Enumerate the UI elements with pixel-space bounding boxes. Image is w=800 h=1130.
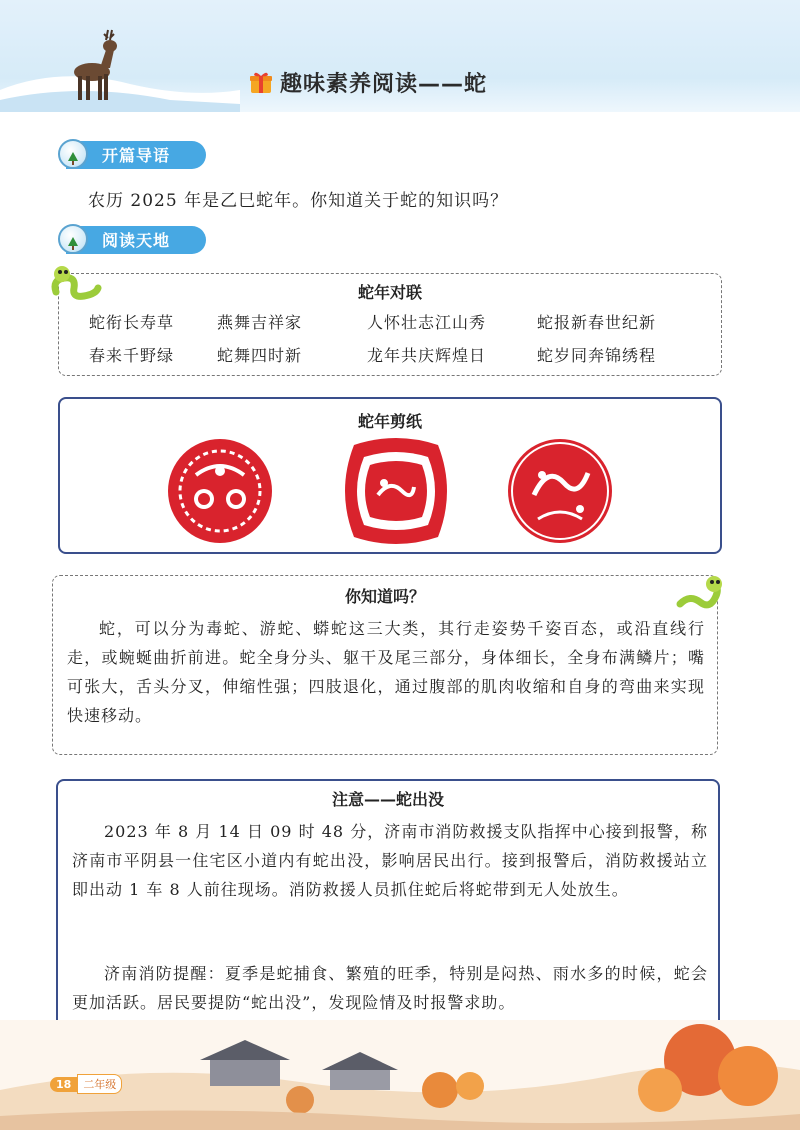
intro-text: 农历 2025 年是乙巳蛇年。你知道关于蛇的知识吗？ <box>88 191 509 211</box>
section-tab-reading <box>58 224 206 254</box>
couplet-line: 人怀壮志江山秀 <box>367 313 487 332</box>
snake-notice-paragraph-1: 2023 年 8 月 14 日 09 时 48 分，济南市消防救援支队指挥中心接到报警，称济南市平阴县一住宅区小道内有蛇出没，影响居民出行。接到报警后，消防救援站立即出动 1 车 8 人前往现场。消防救援人员抓住蛇后将蛇带到无人处放生。 <box>72 822 708 899</box>
section-tab-intro <box>58 139 206 169</box>
snow-globe-icon <box>58 224 88 254</box>
snake-mascot-icon <box>50 262 102 302</box>
tree-icon <box>66 236 80 252</box>
grade-label: 二年级 <box>77 1074 122 1094</box>
snake-notice-title: 注意——蛇出没 <box>331 790 444 809</box>
couplets-box <box>58 273 722 376</box>
papercut-image-1 <box>164 435 276 547</box>
couplets-title: 蛇年对联 <box>357 283 422 302</box>
couplet-line: 春来千野绿 <box>89 346 175 365</box>
couplet-line: 蛇报新春世纪新 <box>537 313 657 332</box>
snow-globe-icon <box>58 139 88 169</box>
snake-notice-box <box>56 779 720 1031</box>
papercut-image-2 <box>334 435 458 547</box>
couplets-grid <box>89 310 709 366</box>
page-number: 18 <box>50 1077 77 1092</box>
section-label-intro: 开篇导语 <box>102 145 171 165</box>
section-label-reading: 阅读天地 <box>102 230 171 250</box>
header-banner <box>0 0 800 112</box>
papercut-box <box>58 397 722 554</box>
page-title-group <box>250 64 487 100</box>
couplet-line: 龙年共庆辉煌日 <box>367 346 487 365</box>
snake-mascot-icon <box>676 574 728 614</box>
page-number-badge <box>50 1075 122 1093</box>
did-you-know-box <box>52 575 718 755</box>
couplet-line: 蛇岁同奔锦绣程 <box>537 346 657 365</box>
snake-notice-paragraph-2: 济南消防提醒：夏季是蛇捕食、繁殖的旺季，特别是闷热、雨水多的时候，蛇会更加活跃。居民要提防“蛇出没”，发现险情及时报警求助。 <box>72 964 708 1012</box>
couplet-line: 燕舞吉祥家 <box>217 313 303 332</box>
deer-illustration <box>70 26 132 106</box>
couplet-line: 蛇衔长寿草 <box>89 313 175 332</box>
gift-icon <box>250 70 272 94</box>
couplet-line: 蛇舞四时新 <box>217 346 303 365</box>
page-title: 趣味素养阅读——蛇 <box>280 71 488 97</box>
did-you-know-text: 蛇，可以分为毒蛇、游蛇、蟒蛇这三大类，其行走姿势千姿百态，或沿直线行走，或蜿蜒曲折前进。蛇全身分头、躯干及尾三部分，身体细长，全身布满鳞片；嘴可张大，舌头分叉，伸缩性强；四肢退化，通过腹部的肌肉收缩和自身的弯曲来实现快速移动。 <box>67 619 705 725</box>
papercut-title: 蛇年剪纸 <box>357 412 422 431</box>
did-you-know-title: 你知道吗？ <box>344 587 425 606</box>
tree-icon <box>66 151 80 167</box>
papercut-image-3 <box>504 435 616 547</box>
